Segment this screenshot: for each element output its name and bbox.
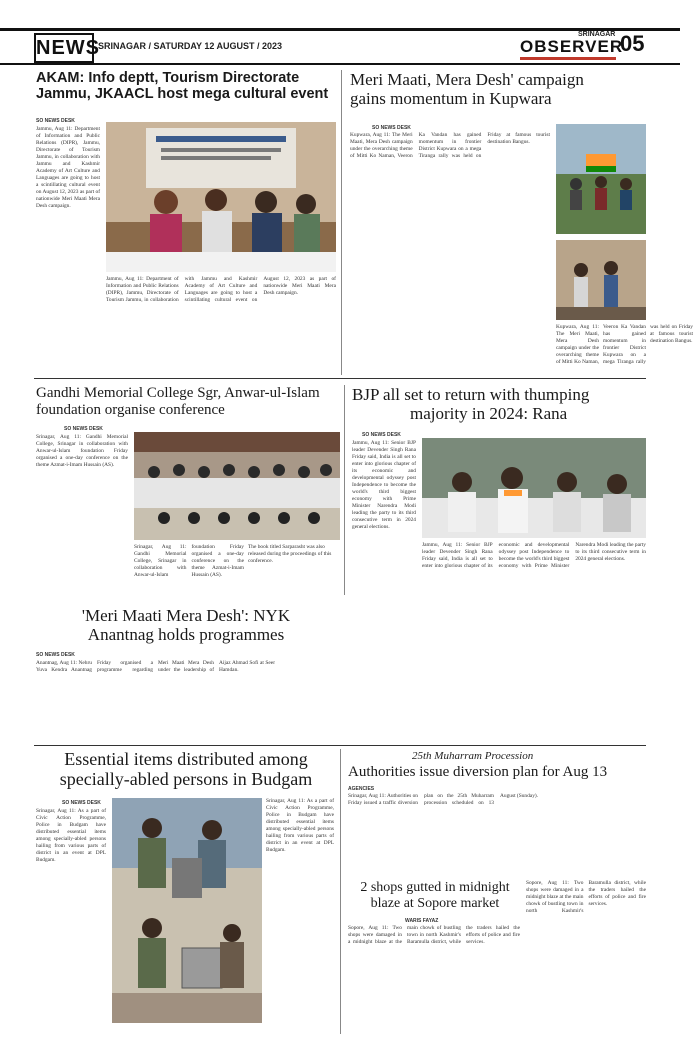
logo-underline xyxy=(520,57,616,60)
akam-event-photo xyxy=(106,122,336,272)
akam-photo-illustration xyxy=(106,122,336,272)
bjp-byline: SO NEWS DESK xyxy=(362,432,401,438)
akam-headline xyxy=(36,70,336,102)
column-divider-3 xyxy=(340,749,341,1034)
page-number: 05 xyxy=(620,31,645,56)
budgam-headline-line-1: Essential items distributed among xyxy=(64,749,308,769)
nyk-headline xyxy=(36,606,336,644)
akam-byline: SO NEWS DESK xyxy=(36,118,75,124)
nyk-headline-line-2: Anantnag holds programmes xyxy=(87,625,285,645)
bjp-rana-photo xyxy=(422,438,646,538)
section-label: NEWS xyxy=(34,33,94,63)
kupwara-headline-line-1: Meri Maati, Mera Desh' campaign xyxy=(350,70,584,89)
kupwara-byline: SO NEWS DESK xyxy=(372,125,411,131)
sopore-body: Sopore, Aug 11: Two shops were damaged in a midnight blaze at the main chowk of bustling town in north Kashmir's Baramulla district, while the traders hailed the efforts of police and fire services. xyxy=(348,925,520,945)
gandhi-photo-illustration xyxy=(134,432,340,540)
akam-body-continued: Jammu, Aug 11: Department of Information and Public Relations (DIPR), Jammu, Directorate of Tourism Jammu, in collaboration with Jammu and Kashmir Academy of Art Culture and Languages are going to host a scintillating cultural event on August 12, 2023 as part of nationwide Meri Maati Mera Desh campaign. xyxy=(106,276,336,303)
dateline: SRINAGAR / SATURDAY 12 AUGUST / 2023 xyxy=(98,41,283,51)
bjp-body: Jammu, Aug 11: Senior BJP leader Devender Singh Rana Friday said, India is all set to enter into glorious chapter of its economic and developmental odyssey post Independence to become the world's third biggest economy with Prime Minister Narendra Modi leading the party to its third consecutive term in 2024 general elections. xyxy=(352,440,416,530)
bjp-headline xyxy=(352,385,648,423)
kupwara-photo-illustration xyxy=(556,124,646,234)
bjp-headline-line-1: BJP all set to return with thumping xyxy=(352,385,590,404)
budgam-byline: SO NEWS DESK xyxy=(62,800,101,806)
kupwara-headline-line-2: gains momentum in Kupwara xyxy=(350,89,552,109)
diversion-body: Srinagar, Aug 11: Authorities on Friday issued a traffic diversion plan on the 25th Muharram procession scheduled on 13 August (Sunday). xyxy=(348,793,539,806)
logo-city: SRINAGAR xyxy=(578,31,616,38)
kupwara-headline xyxy=(350,70,650,108)
section-divider-2 xyxy=(34,745,646,746)
budgam-body: Srinagar, Aug 11: As a part of Civic Action Programme, Police in Budgam have distributed essential items among specially-abled persons hailing from various parts of district in an event at DPL Budgam. xyxy=(36,808,106,863)
gandhi-conference-photo xyxy=(134,432,340,540)
kupwara-rally-photo xyxy=(556,124,646,234)
bjp-headline-line-2: majority in 2024: Rana xyxy=(410,404,568,424)
budgam-headline-line-2: specially-abled persons in Budgam xyxy=(59,769,313,790)
diversion-headline: Authorities issue diversion plan for Aug 13 xyxy=(348,764,608,780)
akam-headline-line-2: Jammu, JKAACL host mega cultural event xyxy=(36,86,329,103)
gandhi-college-headline xyxy=(36,385,336,419)
masthead-bottom-rule xyxy=(0,63,680,65)
sopore-body-continued: Sopore, Aug 11: Two shops were damaged in a midnight blaze at the main chowk of bustling town in north Kashmir's Baramulla district, while the traders hailed the efforts of police and fire services. xyxy=(526,880,646,914)
gandhi-headline-line-2: foundation organise conference xyxy=(36,401,225,418)
kupwara-body-continued: Kupwara, Aug 11: The Meri Maati, Mera Desh campaign under the overarching theme of Mitti Ko Naman, Veeron Ka Vandan has gained momentum in frontier District Kupwara on a mega Tiranga rally was held on Friday at famous tourist destination Bangus. xyxy=(556,324,693,365)
section-divider-1 xyxy=(34,378,646,379)
newspaper-logo: OBSERVER xyxy=(520,37,624,56)
akam-body: Jammu, Aug 11: Department of Information and Public Relations (DIPR), Jammu, Directorate of Tourism Jammu, in collaboration with Jammu and Kashmir Academy of Art Culture and Languages are going to host a scintillating cultural event on August 12, 2023 as part of nationwide Meri Maati Mera Desh campaign. xyxy=(36,126,100,209)
sopore-headline-line-2: blaze at Sopore market xyxy=(370,895,500,911)
gandhi-byline: SO NEWS DESK xyxy=(64,426,103,432)
kupwara-cultural-photo xyxy=(556,240,646,320)
budgam-photo-illustration xyxy=(112,798,262,1023)
sopore-byline: WARIS FAYAZ xyxy=(405,918,439,924)
gandhi-book-caption: The book titled Sarparasht was also released during the proceedings of this conference. xyxy=(248,544,332,564)
kupwara-body: Kupwara, Aug 11: The Meri Maati, Mera Desh campaign under the overarching theme of Mitti Ko Naman, Veeron Ka Vandan has gained momentum in frontier District Kupwara on a mega Tiranga rally was held on Friday at famous tourist destination Bangus. xyxy=(350,132,550,159)
budgam-distribution-photo xyxy=(112,798,262,1023)
column-divider-2 xyxy=(344,385,345,595)
diversion-kicker: 25th Muharram Procession xyxy=(412,750,534,762)
bjp-photo-illustration xyxy=(422,438,646,538)
sopore-headline-line-1: 2 shops gutted in midnight xyxy=(360,880,510,895)
akam-headline-line-1: AKAM: Info deptt, Tourism Directorate xyxy=(36,70,300,86)
nyk-body: Anantnag, Aug 11: Nehru Yuva Kendra Anantnag Friday organised a programme regarding Meri Maati Mera Desh under the leadership of Aijaz Ahmad Sofi at Seer Hamdan. xyxy=(36,660,275,673)
nyk-headline-line-1: 'Meri Maati Mera Desh': NYK xyxy=(81,606,291,625)
column-divider xyxy=(341,70,342,375)
diversion-byline: AGENCIES xyxy=(348,786,375,792)
sopore-headline xyxy=(360,880,510,911)
kupwara-photo-2-illustration xyxy=(556,240,646,320)
budgam-headline xyxy=(36,749,336,789)
gandhi-headline-line-1: Gandhi Memorial College Sgr, Anwar-ul-Islam xyxy=(36,385,320,401)
nyk-byline: SO NEWS DESK xyxy=(36,652,75,658)
gandhi-body-continued: Srinagar, Aug 11: Gandhi Memorial College, Srinagar in collaboration with Anwar-ul-Islam foundation Friday organised a one-day conference on the theme Azmat-i-Imam Hussain (AS). xyxy=(134,544,244,578)
bjp-body-continued: Jammu, Aug 11: Senior BJP leader Devender Singh Rana Friday said, India is all set to enter into glorious chapter of its economic and developmental odyssey post Independence to become the world's third biggest economy with Prime Minister Narendra Modi leading the party to its third consecutive term in 2024 general elections. xyxy=(422,542,646,569)
gandhi-body: Srinagar, Aug 11: Gandhi Memorial College, Srinagar in collaboration with Anwar-ul-Islam foundation Friday organised a one-day conference on the theme Azmat-i-Imam Hussain (AS). xyxy=(36,434,128,468)
budgam-body-continued: Srinagar, Aug 11: As a part of Civic Action Programme, Police in Budgam have distributed essential items among specially-abled persons hailing from various parts of district in an event at DPL Budgam. xyxy=(266,798,334,853)
